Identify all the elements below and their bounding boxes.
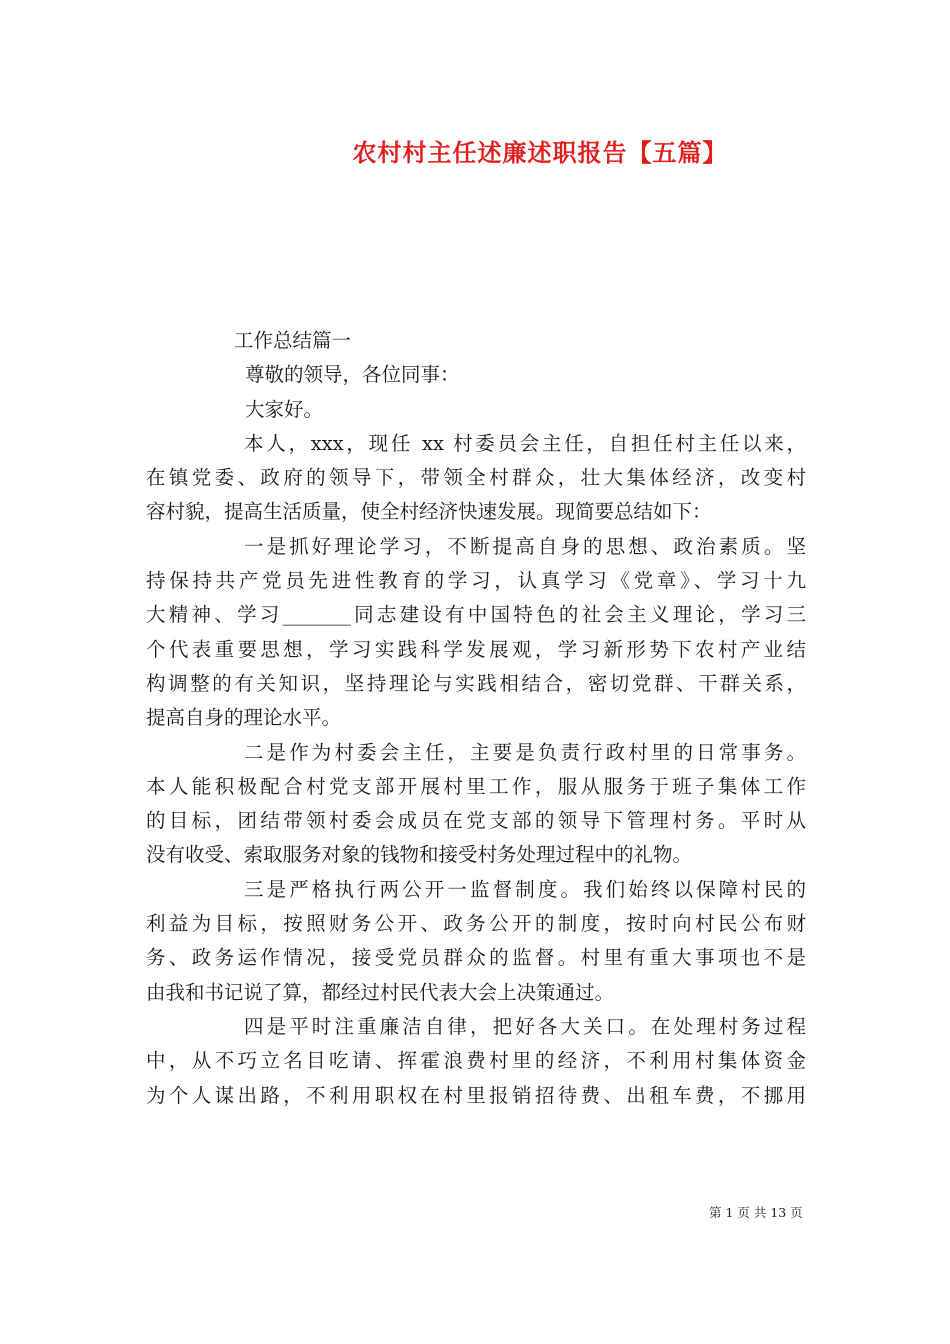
paragraph-line: 一是抓好理论学习，不断提高自身的思想、政治素质。坚 (244, 534, 806, 558)
paragraph-line: 没有收受、索取服务对象的钱物和接受村务处理过程中的礼物。 (146, 843, 693, 867)
paragraph-line: 为个人谋出路，不利用职权在村里报销招待费、出租车费，不挪用 (146, 1083, 806, 1107)
paragraph-line: 个代表重要思想，学习实践科学发展观，学习新形势下农村产业结 (146, 637, 806, 661)
hello-line: 大家好。 (245, 397, 324, 421)
paragraph-line: 本人，xxx，现任 xx 村委员会主任，自担任村主任以来， (244, 431, 806, 455)
paragraph-line: 二是作为村委会主任，主要是负责行政村里的日常事务。 (244, 740, 806, 764)
paragraph-line: 中，从不巧立名目吃请、挥霍浪费村里的经济，不利用村集体资金 (146, 1049, 806, 1073)
paragraph-line: 提高自身的理论水平。 (146, 706, 342, 730)
document-body (146, 324, 806, 1113)
paragraph-line: 由我和书记说了算，都经过村民代表大会上决策通过。 (146, 980, 615, 1004)
paragraph-line: 三是严格执行两公开一监督制度。我们始终以保障村民的 (244, 877, 806, 901)
paragraph-line: 本人能积极配合村党支部开展村里工作，服从服务于班子集体工作 (146, 774, 806, 798)
document-title: 农村村主任述廉述职报告【五篇】 (352, 138, 728, 167)
page-number: 第 1 页 共 13 页 (709, 1205, 803, 1220)
paragraph-line: 构调整的有关知识，坚持理论与实践相结合，密切党群、干群关系， (146, 671, 806, 695)
paragraph-line: 大精神、学习_______同志建设有中国特色的社会主义理论，学习三 (146, 603, 806, 627)
paragraph-line: 利益为目标，按照财务公开、政务公开的制度，按时向村民公布财 (146, 912, 806, 936)
greeting-line: 尊敬的领导，各位同事： (245, 363, 460, 387)
paragraph-line: 容村貌，提高生活质量，使全村经济快速发展。现简要总结如下： (146, 500, 712, 524)
paragraph-line: 四是平时注重廉洁自律，把好各大关口。在处理村务过程 (244, 1014, 806, 1038)
paragraph-line: 持保持共产党员先进性教育的学习，认真学习《党章》、学习十九 (146, 569, 806, 593)
paragraph-line: 在镇党委、政府的领导下，带领全村群众，壮大集体经济，改变村 (146, 466, 806, 490)
section-heading: 工作总结篇一 (234, 329, 352, 352)
paragraph-line: 务、政务运作情况，接受党员群众的监督。村里有重大事项也不是 (146, 946, 806, 970)
paragraph-line: 的目标，团结带领村委会成员在党支部的领导下管理村务。平时从 (146, 809, 806, 833)
